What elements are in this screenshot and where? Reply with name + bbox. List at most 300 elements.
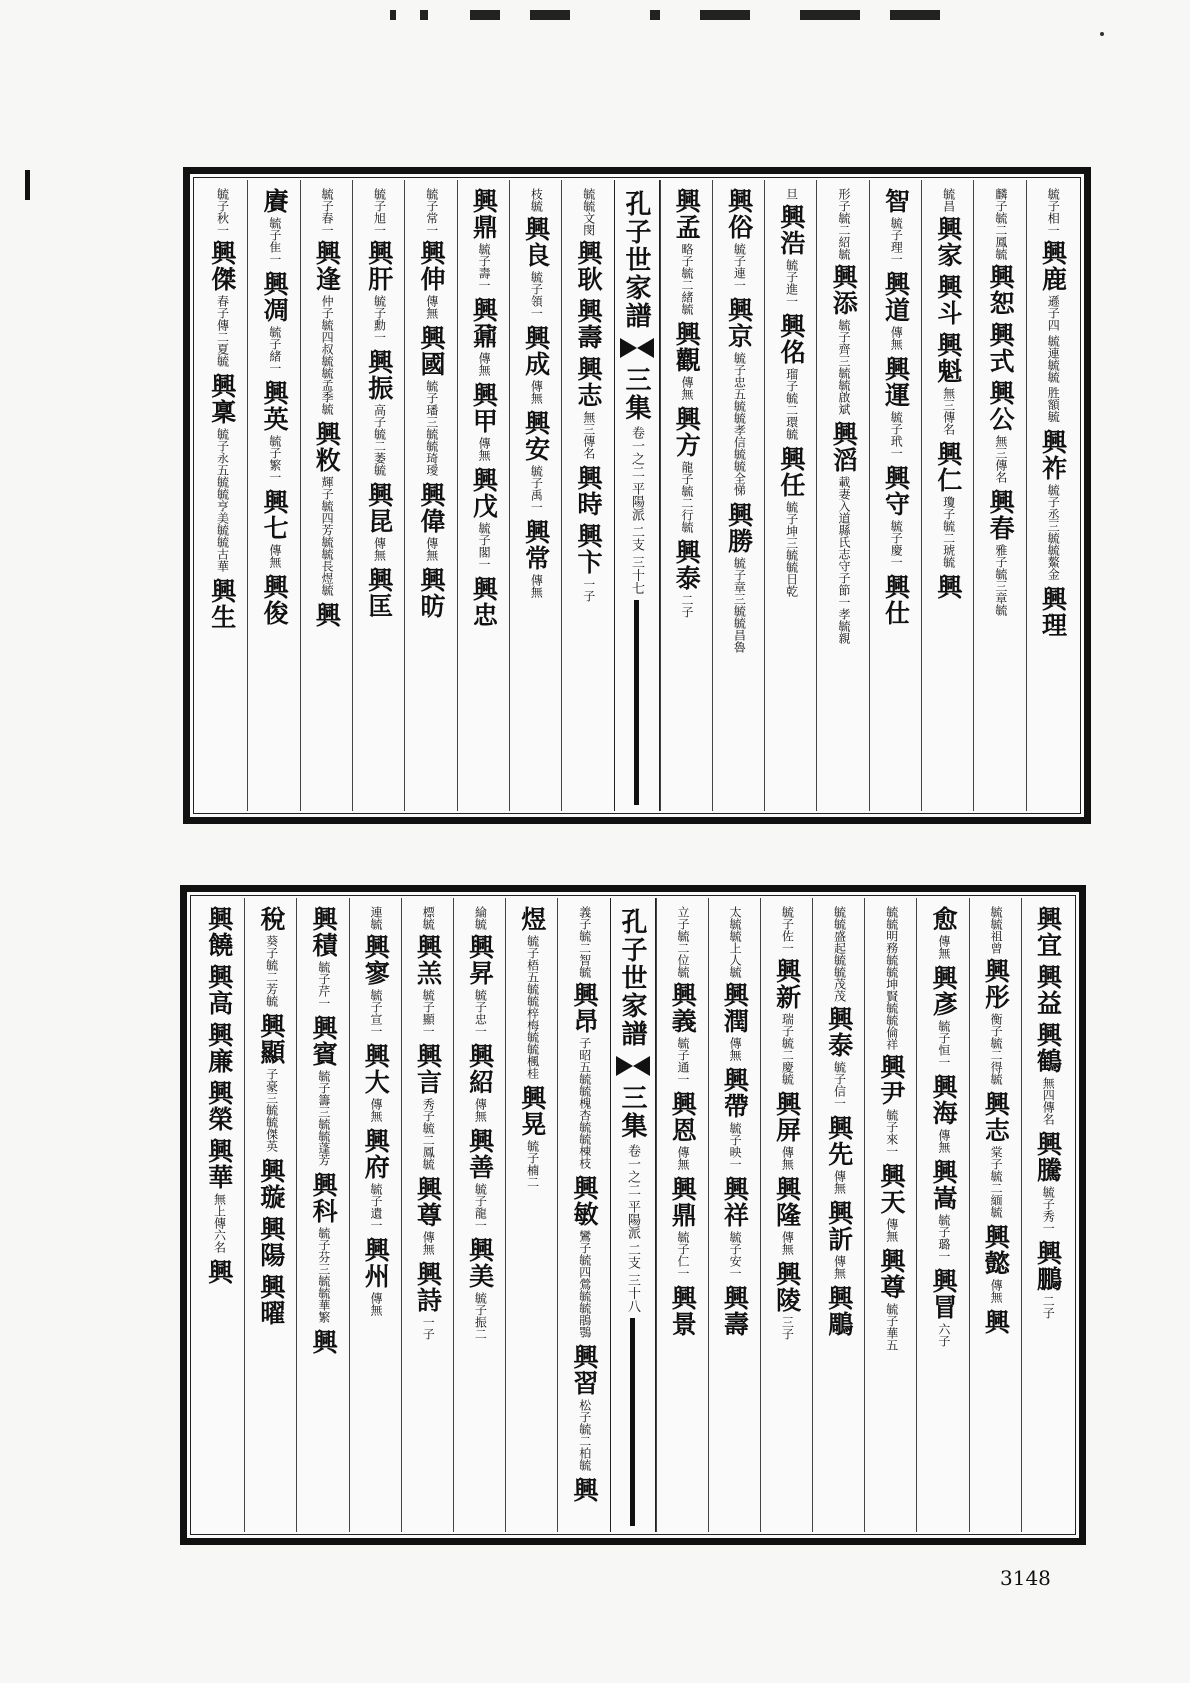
entry-note: 毓子常一 xyxy=(424,188,439,236)
person-entry xyxy=(204,964,234,1016)
entry-note: 傳無 xyxy=(421,1231,436,1255)
genealogy-column xyxy=(816,180,868,811)
entry-note: 立子毓二位毓 xyxy=(675,906,690,978)
person-name: 興鶴 xyxy=(1033,1022,1063,1074)
person-name: 興振 xyxy=(364,349,394,401)
person-name: 興 xyxy=(981,1309,1011,1335)
genealogy-column xyxy=(921,180,973,811)
person-entry xyxy=(878,1163,904,1242)
center-title-column xyxy=(614,180,660,811)
person-name: 興義 xyxy=(668,982,698,1034)
entry-note: 傳無 xyxy=(267,544,282,568)
person-entry xyxy=(829,264,859,415)
person-name: 興賓 xyxy=(309,1015,339,1067)
entry-note: 形子毓二紹毓 xyxy=(836,188,851,260)
person-name: 興昉 xyxy=(417,567,447,619)
entry-note: 傳無 xyxy=(989,1279,1004,1303)
entry-note: 略子毓二緒毓 xyxy=(680,243,695,315)
person-entry xyxy=(881,188,911,265)
person-entry xyxy=(204,1138,234,1253)
person-name: 興昂 xyxy=(570,982,600,1034)
person-entry xyxy=(986,264,1016,316)
person-name: 興忠 xyxy=(469,576,499,628)
entry-note: 毓子旭一 xyxy=(372,188,387,236)
person-name: 興祥 xyxy=(720,1176,750,1228)
entry-note: 子豪三毓毓傑英 xyxy=(264,1068,279,1152)
person-entry xyxy=(720,982,750,1061)
person-entry xyxy=(929,1159,959,1262)
entry-note: 龍子毓二行毓 xyxy=(680,461,695,533)
person-entry xyxy=(778,446,804,597)
person-name: 興國 xyxy=(417,325,447,377)
person-entry xyxy=(986,322,1016,374)
person-entry xyxy=(929,1074,959,1153)
person-name: 興京 xyxy=(724,297,754,349)
entry-note: 毓子恒一 xyxy=(936,1020,951,1068)
person-entry xyxy=(881,465,911,568)
genealogy-column xyxy=(509,180,561,811)
entry-note: 毓子宣一 xyxy=(369,989,384,1037)
person-entry xyxy=(258,906,284,1007)
entry-note: 瑞子毓二慶毓 xyxy=(780,1013,795,1085)
person-name: 稅 xyxy=(256,906,286,932)
genealogy-column xyxy=(196,180,247,811)
person-entry xyxy=(935,332,961,435)
entry-note: 一子 xyxy=(421,1316,436,1340)
person-name: 興時 xyxy=(573,465,603,517)
person-entry xyxy=(260,489,290,568)
collection-label: 三集 xyxy=(621,366,651,422)
person-name: 興肝 xyxy=(364,240,394,292)
genealogy-column xyxy=(864,898,916,1532)
person-name: 愈 xyxy=(929,906,959,932)
person-entry xyxy=(469,576,499,628)
person-name: 興浩 xyxy=(776,204,806,256)
person-name: 興伸 xyxy=(417,240,447,292)
person-name: 興科 xyxy=(309,1172,339,1224)
entry-note: 鸞子毓四鶯毓毓鵑鶚 xyxy=(577,1230,592,1338)
person-name: 興騰 xyxy=(1033,1131,1063,1183)
entry-note: 瑠子毓二環毓 xyxy=(784,368,799,440)
entry-note: 仲子毓四叔毓毓孟季毓 xyxy=(320,295,335,415)
entry-note: 毓子信一 xyxy=(832,1061,847,1109)
person-name: 興泰 xyxy=(672,539,702,591)
person-entry xyxy=(720,1067,750,1170)
entry-note: 六子 xyxy=(936,1323,951,1347)
person-entry xyxy=(465,934,495,1037)
genealogy-column xyxy=(453,898,505,1532)
entry-note: 毓子繁一 xyxy=(267,435,282,483)
person-name: 興恕 xyxy=(986,264,1016,316)
person-name: 興志 xyxy=(573,356,603,408)
person-name: 興州 xyxy=(361,1237,391,1289)
entry-note: 毓子璠三毓毓琦璦 xyxy=(424,380,439,476)
genealogy-column xyxy=(352,180,404,811)
person-name: 興運 xyxy=(881,356,911,408)
person-entry xyxy=(935,574,961,600)
entry-note: 無上傳六名 xyxy=(212,1193,227,1253)
person-entry xyxy=(465,1128,495,1231)
volume-label: 卷一之二 平陽派 二支 三十七 xyxy=(629,426,644,595)
person-name: 興鵬 xyxy=(1033,1240,1063,1292)
person-entry xyxy=(1033,1022,1063,1125)
fish-tail-mark xyxy=(618,334,656,362)
person-entry xyxy=(826,1285,852,1337)
person-name: 興凋 xyxy=(260,271,290,323)
person-entry xyxy=(361,1128,391,1231)
person-entry xyxy=(935,216,961,268)
person-name: 興仕 xyxy=(881,574,911,626)
person-entry xyxy=(668,1285,698,1337)
person-entry xyxy=(575,240,601,292)
person-name: 興恩 xyxy=(668,1091,698,1143)
person-entry xyxy=(878,1054,904,1157)
entry-note: 毓子秀一 xyxy=(1041,1186,1056,1234)
person-name: 興帶 xyxy=(720,1067,750,1119)
person-entry xyxy=(519,1085,545,1188)
genealogy-column xyxy=(973,180,1025,811)
entry-note: 毓子連一 xyxy=(732,243,747,291)
entry-note: 毓子理一 xyxy=(889,217,904,265)
book-title: 孔子世家譜 xyxy=(621,190,651,330)
scan-dot xyxy=(1100,32,1104,36)
person-name: 興勝 xyxy=(724,502,754,554)
entry-note: 葵子毓二芳毓 xyxy=(264,935,279,1007)
entry-note: 三子 xyxy=(780,1316,795,1340)
person-name: 煜 xyxy=(517,906,547,932)
person-name: 興理 xyxy=(1038,585,1068,638)
entry-note: 傳無 xyxy=(529,574,544,598)
entry-note: 秀子毓二鳳毓 xyxy=(421,1098,436,1170)
genealogy-column xyxy=(349,898,401,1532)
person-name: 興匡 xyxy=(364,567,394,619)
entry-note: 毓子籌三毓毓蓬芳 xyxy=(316,1070,331,1166)
person-name: 興華 xyxy=(204,1138,234,1190)
person-name: 興傑 xyxy=(207,240,237,292)
person-name: 興俗 xyxy=(724,188,754,240)
entry-note: 傳無 xyxy=(780,1231,795,1255)
entry-note: 義子毓二智毓 xyxy=(577,906,592,978)
person-name: 興鼎 xyxy=(668,1176,698,1228)
person-name: 興隆 xyxy=(772,1176,802,1228)
genealogy-column xyxy=(708,898,760,1532)
person-name: 興懿 xyxy=(981,1224,1011,1276)
entry-note: 棠子毓二緬毓 xyxy=(989,1146,1004,1218)
person-name: 興潤 xyxy=(720,982,750,1034)
person-entry xyxy=(929,1268,959,1347)
person-entry xyxy=(312,240,342,415)
person-name: 興言 xyxy=(413,1043,443,1095)
person-name: 興安 xyxy=(521,410,551,462)
person-entry xyxy=(570,1344,600,1471)
entry-note: 傳無 xyxy=(889,326,904,350)
entry-note: 毓子進一 xyxy=(784,259,799,307)
person-entry xyxy=(575,523,601,602)
person-entry xyxy=(417,325,447,476)
genealogy-column xyxy=(712,180,764,811)
person-name: 興先 xyxy=(824,1115,854,1167)
person-entry xyxy=(209,373,235,572)
person-name: 興英 xyxy=(260,380,290,432)
entry-note: 毓子坤三毓毓日乾 xyxy=(784,501,799,597)
person-entry xyxy=(672,321,702,400)
person-entry xyxy=(521,410,551,513)
person-entry xyxy=(981,958,1011,1085)
entry-note: 毓子通一 xyxy=(675,1037,690,1085)
entry-note: 傳無 xyxy=(369,1098,384,1122)
person-entry xyxy=(575,298,601,350)
person-name: 興志 xyxy=(981,1091,1011,1143)
person-name: 興觀 xyxy=(672,321,702,373)
entry-note: 毓子佐一 xyxy=(780,906,795,954)
page-number: 3148 xyxy=(1000,1566,1051,1590)
person-name: 興常 xyxy=(521,519,551,571)
person-name: 興顯 xyxy=(256,1013,286,1065)
entry-note: 傳無 xyxy=(936,935,951,959)
column-container xyxy=(193,898,1073,1532)
entry-note: 毓子秋一 xyxy=(215,188,230,236)
entry-note: 瓊子毓二琥毓 xyxy=(941,496,956,568)
person-entry xyxy=(1038,240,1068,423)
person-entry xyxy=(668,1176,698,1279)
person-entry xyxy=(720,1176,750,1279)
person-name: 興斗 xyxy=(933,274,963,326)
person-name: 興良 xyxy=(521,216,551,268)
person-entry xyxy=(209,240,235,367)
entry-note: 傳無 xyxy=(675,1146,690,1170)
person-name: 興 xyxy=(309,1329,339,1355)
person-entry xyxy=(570,1175,600,1338)
entry-note: 毓子勳一 xyxy=(372,295,387,343)
person-entry xyxy=(778,204,804,307)
column-container xyxy=(196,180,1078,811)
person-entry xyxy=(258,1216,284,1268)
entry-note: 旦 xyxy=(784,188,799,200)
person-name: 興榮 xyxy=(204,1080,234,1132)
genealogy-column xyxy=(244,898,296,1532)
entry-note: 毓子齊三毓毓啟斌 xyxy=(836,319,851,415)
person-name: 興天 xyxy=(876,1163,906,1215)
person-entry xyxy=(413,1043,443,1170)
person-name: 興祚 xyxy=(1038,428,1068,481)
person-entry xyxy=(260,188,290,265)
entry-note: 二子 xyxy=(680,594,695,618)
person-entry xyxy=(258,1013,284,1152)
person-name: 興 xyxy=(312,602,342,628)
genealogy-column xyxy=(505,898,557,1532)
center-title-column xyxy=(610,898,656,1532)
person-entry xyxy=(778,313,804,440)
person-entry xyxy=(878,1248,904,1351)
genealogy-column xyxy=(300,180,352,811)
person-entry xyxy=(309,1329,339,1355)
person-name: 興屏 xyxy=(772,1091,802,1143)
entry-note: 毓子振二 xyxy=(473,1292,488,1340)
person-name: 興訢 xyxy=(824,1200,854,1252)
person-name: 興壽 xyxy=(720,1285,750,1337)
person-entry xyxy=(469,467,499,570)
genealogy-column xyxy=(812,898,864,1532)
person-entry xyxy=(724,188,754,291)
person-name: 興陽 xyxy=(256,1216,286,1268)
person-name: 興晃 xyxy=(517,1085,547,1137)
entry-note: 無三傳名 xyxy=(581,411,596,459)
person-name: 興尹 xyxy=(876,1054,906,1106)
person-entry xyxy=(672,539,702,618)
person-name: 興甲 xyxy=(469,382,499,434)
entry-note: 傳無 xyxy=(728,1037,743,1061)
entry-note: 輝子毓四芳毓毓長煜毓 xyxy=(320,476,335,596)
person-name: 興任 xyxy=(776,446,806,498)
person-name: 興卞 xyxy=(573,523,603,575)
entry-note: 毓子楠二 xyxy=(525,1140,540,1188)
person-entry xyxy=(361,1237,391,1316)
entry-note: 毓子禹一 xyxy=(529,465,544,513)
person-name: 興 xyxy=(933,574,963,600)
person-entry xyxy=(417,567,447,619)
person-name: 興 xyxy=(204,1259,234,1285)
person-entry xyxy=(724,297,754,496)
person-name: 興紹 xyxy=(465,1043,495,1095)
person-entry xyxy=(935,441,961,568)
person-name: 興積 xyxy=(309,906,339,958)
person-entry xyxy=(1033,906,1063,958)
entry-note: 無三傳名 xyxy=(993,435,1008,483)
entry-note: 傳無 xyxy=(477,437,492,461)
entry-note: 毓昌 xyxy=(941,188,956,212)
person-name: 興戊 xyxy=(469,467,499,519)
entry-note: 毓毓明務毓毓坤賢毓毓倫祥 xyxy=(884,906,899,1050)
entry-note: 傳無 xyxy=(832,1170,847,1194)
volume-label: 卷一之二 平陽派 二支 三十八 xyxy=(625,1144,640,1313)
person-entry xyxy=(881,271,911,350)
person-entry xyxy=(829,421,859,644)
entry-note: 衡子毓二得毓 xyxy=(989,1013,1004,1085)
person-entry xyxy=(724,502,754,653)
entry-note: 毓子隹一 xyxy=(267,217,282,265)
person-entry xyxy=(720,1285,750,1337)
genealogy-column xyxy=(764,180,816,811)
entry-note: 綸毓 xyxy=(473,906,488,930)
person-name: 興詩 xyxy=(413,1261,443,1313)
entry-note: 毓毓祖曾 xyxy=(989,906,1004,954)
person-entry xyxy=(258,1158,284,1210)
person-name: 興府 xyxy=(361,1128,391,1180)
person-entry xyxy=(929,965,959,1068)
person-name: 興七 xyxy=(260,489,290,541)
entry-note: 傳無 xyxy=(372,537,387,561)
person-name: 興海 xyxy=(929,1074,959,1126)
genealogy-column xyxy=(1026,180,1078,811)
person-entry xyxy=(668,1091,698,1170)
person-entry xyxy=(204,906,234,958)
person-entry xyxy=(575,465,601,517)
entry-note: 毓毓盛起毓毓茂茂 xyxy=(832,906,847,1002)
genealogy-column xyxy=(656,898,708,1532)
person-name: 興彤 xyxy=(981,958,1011,1010)
entry-note: 毓子丞三毓毓鰲金 xyxy=(1046,483,1061,580)
person-name: 興饒 xyxy=(204,906,234,958)
entry-note: 毓毓文閔 xyxy=(581,188,596,236)
person-name: 賡 xyxy=(260,188,290,214)
person-entry xyxy=(772,1261,802,1340)
entry-note: 高子毓二萎毓 xyxy=(372,404,387,476)
person-name: 興美 xyxy=(465,1237,495,1289)
entry-note: 毓子安一 xyxy=(728,1231,743,1279)
person-entry xyxy=(260,380,290,483)
person-name: 興尊 xyxy=(876,1248,906,1300)
entry-note: 毓子永五毓毓亨美毓毓古華 xyxy=(215,428,230,572)
person-entry xyxy=(1033,1240,1063,1319)
entry-note: 毓子章三毓毓昌魯 xyxy=(732,557,747,653)
person-entry xyxy=(826,1006,852,1109)
genealogy-column xyxy=(404,180,456,811)
genealogy-column xyxy=(557,898,609,1532)
person-entry xyxy=(772,1091,802,1170)
person-entry xyxy=(260,574,290,626)
entry-note: 毓子壽一 xyxy=(477,243,492,291)
person-name: 興昇 xyxy=(465,934,495,986)
person-entry xyxy=(826,1115,852,1194)
person-entry xyxy=(1033,1131,1063,1234)
center-rule xyxy=(634,600,639,805)
entry-note: 無四傳名 xyxy=(1041,1077,1056,1125)
entry-note: 毓子龍一 xyxy=(473,1183,488,1231)
person-name: 興廉 xyxy=(204,1022,234,1074)
person-entry xyxy=(417,482,447,561)
entry-note: 毓子忠一 xyxy=(473,989,488,1037)
entry-note: 遜子四 毓連毓毓 胜額毓 xyxy=(1046,295,1061,423)
person-name: 興高 xyxy=(204,964,234,1016)
person-name: 興鼐 xyxy=(469,297,499,349)
entry-note: 傳無 xyxy=(424,295,439,319)
entry-note: 傳無 xyxy=(477,352,492,376)
person-name: 興公 xyxy=(986,380,1016,432)
person-entry xyxy=(1033,964,1063,1016)
person-entry xyxy=(364,482,394,561)
person-name: 興陵 xyxy=(772,1261,802,1313)
person-name: 興曜 xyxy=(256,1274,286,1326)
person-name: 興春 xyxy=(986,489,1016,541)
entry-note: 傳無 xyxy=(936,1129,951,1153)
person-entry xyxy=(672,188,702,315)
entry-note: 枝毓 xyxy=(529,188,544,212)
entry-note: 毓子芬三毓毓華繁 xyxy=(316,1227,331,1323)
entry-note: 毓子遺一 xyxy=(369,1183,384,1231)
entry-note: 毓子緒一 xyxy=(267,326,282,374)
person-entry xyxy=(260,271,290,374)
scan-artifact-left xyxy=(25,170,30,200)
entry-note: 毓子映一 xyxy=(728,1122,743,1170)
person-name: 興偉 xyxy=(417,482,447,534)
entry-note: 毓子華五 xyxy=(884,1303,899,1351)
entry-note: 傳無 xyxy=(473,1098,488,1122)
entry-note: 春子傳二夏毓 xyxy=(215,295,230,367)
entry-note: 載妻入道縣氏志守子節一孝毓親 xyxy=(836,476,851,644)
person-name: 興魁 xyxy=(933,332,963,384)
person-entry xyxy=(570,1477,600,1503)
entry-note: 傳無 xyxy=(680,376,695,400)
person-name: 興璇 xyxy=(256,1158,286,1210)
person-entry xyxy=(981,1224,1011,1303)
person-name: 興稟 xyxy=(207,373,237,425)
person-entry xyxy=(364,240,394,343)
person-entry xyxy=(521,519,551,598)
person-entry xyxy=(935,274,961,326)
person-name: 興俊 xyxy=(260,574,290,626)
genealogy-column xyxy=(660,180,712,811)
person-name: 興孟 xyxy=(672,188,702,240)
